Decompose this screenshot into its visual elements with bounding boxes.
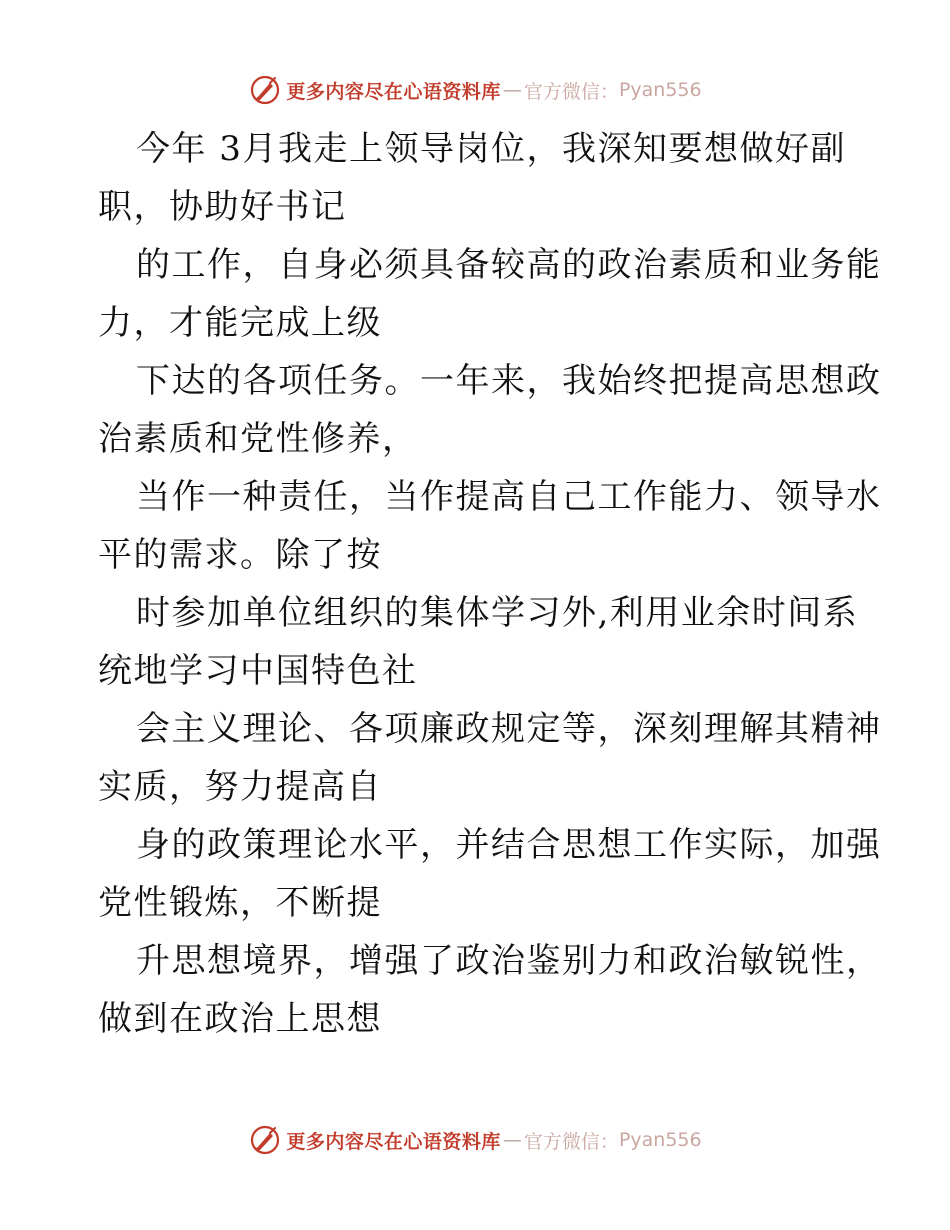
text-line: 今年 3月我走上领导岗位，我深知要想做好副 <box>136 129 846 169</box>
text-line: 做到在政治上思想 <box>98 999 382 1039</box>
text-line: 党性锻炼，不断提 <box>98 883 382 923</box>
watermark-site-text: 更多内容尽在心语资料库 <box>286 80 501 103</box>
text-line: 治素质和党性修养， <box>98 419 418 459</box>
text-line: 当作一种责任，当作提高自己工作能力、领导水 <box>136 477 882 517</box>
text-line: 时参加单位组织的集体学习外,利用业余时间系 <box>136 593 859 633</box>
text-line: 的工作，自身必须具备较高的政治素质和业务能 <box>136 245 882 285</box>
text-line: 会主义理论、各项廉政规定等，深刻理解其精神 <box>136 709 882 749</box>
watermark-wechat-id: Pyan556 <box>618 79 702 101</box>
text-line: 平的需求。除了按 <box>98 535 382 575</box>
text-line: 身的政策理论水平，并结合思想工作实际，加强 <box>136 825 882 865</box>
watermark-separator: — <box>502 1129 522 1151</box>
watermark-wechat-id: Pyan556 <box>618 1129 702 1151</box>
text-line: 职，协助好书记 <box>98 187 347 227</box>
quill-logo-icon <box>248 1123 282 1157</box>
quill-logo-icon <box>248 73 282 107</box>
text-line: 升思想境界，增强了政治鉴别力和政治敏锐性， <box>136 941 882 981</box>
header-watermark <box>0 70 950 110</box>
watermark-wechat-label: 官方微信： <box>523 80 619 103</box>
text-line: 下达的各项任务。一年来，我始终把提高思想政 <box>136 361 882 401</box>
footer-watermark <box>0 1120 950 1160</box>
watermark-wechat-label: 官方微信： <box>523 1130 619 1153</box>
text-line: 力，才能完成上级 <box>98 303 382 343</box>
text-line: 统地学习中国特色社 <box>98 651 418 691</box>
watermark-site-text: 更多内容尽在心语资料库 <box>286 1130 501 1153</box>
text-line: 实质，努力提高自 <box>98 767 382 807</box>
watermark-separator: — <box>502 79 522 101</box>
